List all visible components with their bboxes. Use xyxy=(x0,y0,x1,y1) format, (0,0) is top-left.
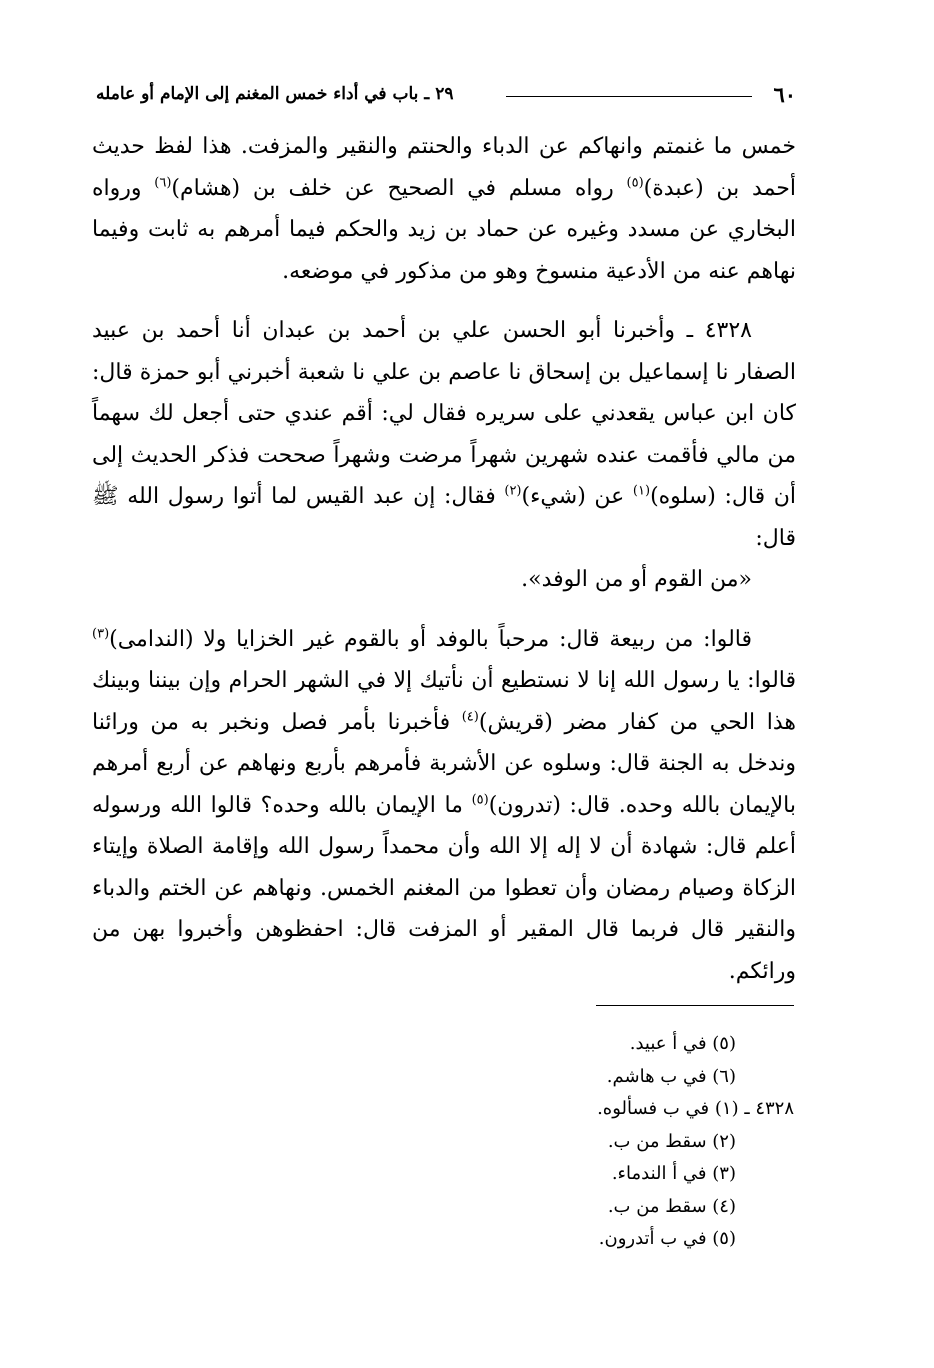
footnote-ref: (٣) xyxy=(92,626,110,642)
footnote-item: (٣) في أ الندماء. xyxy=(611,1163,736,1184)
footnote-separator xyxy=(596,1005,794,1006)
page-number: ٦٠ xyxy=(773,82,796,107)
footnote-ref: (٢) xyxy=(504,483,522,499)
footnote-item: (٥) في أ عبيد. xyxy=(629,1033,736,1054)
paragraph-quote: «من القوم أو من الوفد». xyxy=(521,567,752,592)
paragraph-hadith-4328: ٤٣٢٨ ـ وأخبرنا أبو الحسن علي بن أحمد بن عبدان أنا أحمد بن عبيد الصفار نا إسماعيل بن إسحاق نا عاصم بن علي نا شعبة أخبرني أبو حمزة قال: كان ابن عباس يقعدني على سريره فقال لي: أقم عندي حتى أجعل لك سهماً من مالي فأقمت عنده شهرين شهراً مرضت وشهراً صححت فذكر الحديث إلى أن قال: (سلوه)$^{(١)}$ عن (شيء)$^{(٢)}$ فقال: إن عبد القيس لما أتوا رسول الله ﷺ قال: xyxy=(92,318,796,551)
footnotes xyxy=(520,1028,794,1256)
page-header xyxy=(96,82,796,116)
header-rule xyxy=(506,96,752,97)
footnote-ref: (٥) xyxy=(471,792,489,808)
footnote-item: (٤) سقط من ب. xyxy=(607,1195,736,1217)
running-title: ٢٩ ـ باب في أداء خمس المغنم إلى الإمام أو عامله xyxy=(96,84,454,104)
main-text xyxy=(92,126,796,992)
footnote-ref: (١) xyxy=(632,483,651,499)
footnote-ref: (٤) xyxy=(461,709,479,725)
paragraph-3: قالوا: من ربيعة قال: مرحباً بالوفد أو بالقوم غير الخزايا ولا (الندامى)$^{(٣)}$ قالوا: يا رسول الله إنا لا نستطيع أن نأتيك إلا في الشهر الحرام وإن بيننا وبينك هذا الحي من كفار مضر (قريش)$^{(٤)}$ فأخبرنا بأمر فصل ونخبر به من ورائنا وندخل به الجنة قال: وسلوه عن الأشربة فأمرهم بأربع ونهاهم عن أربع أمرهم بالإيمان بالله وحده. قال: (تدرون)$^{(٥)}$ ما الإيمان بالله وحده؟ قالوا الله ورسوله أعلم قال: شهادة أن لا إله إلا الله وأن محمداً رسول الله وإقامة الصلاة وإيتاء الزكاة وصيام رمضان وأن تعطوا من المغنم الخمس. ونهاهم عن الختم والدباء والنقير قال فربما قال المقير أو المزفت قال: احفظوهن وأخبروا بهن من ورائكم. xyxy=(92,626,796,984)
footnote-item: (٥) في ب أتدرون. xyxy=(598,1228,736,1249)
footnote-item: (٢) سقط من ب. xyxy=(607,1130,736,1152)
paragraph-1: خمس ما غنمتم وانهاكم عن الدباء والحنتم والنقير والمزفت. هذا لفظ حديث أحمد بن (عبدة)$^{(٥)}$ رواه مسلم في الصحيح عن خلف بن (هشام)$^{(٦)}$ ورواه البخاري عن مسدد وغيره عن حماد بن زيد والحكم فيما أمرهم به ثابت وفيما نهاهم عنه من الأدعية منسوخ وهو من مذكور في موضعه. xyxy=(92,134,797,284)
footnote-ref: (٥) xyxy=(626,175,644,191)
footnote-ref: (٦) xyxy=(154,175,172,191)
footnote-item: ٤٣٢٨ ـ (١) في ب فسألوه. xyxy=(597,1098,794,1119)
footnote-item: (٦) في ب هاشم. xyxy=(606,1065,736,1087)
